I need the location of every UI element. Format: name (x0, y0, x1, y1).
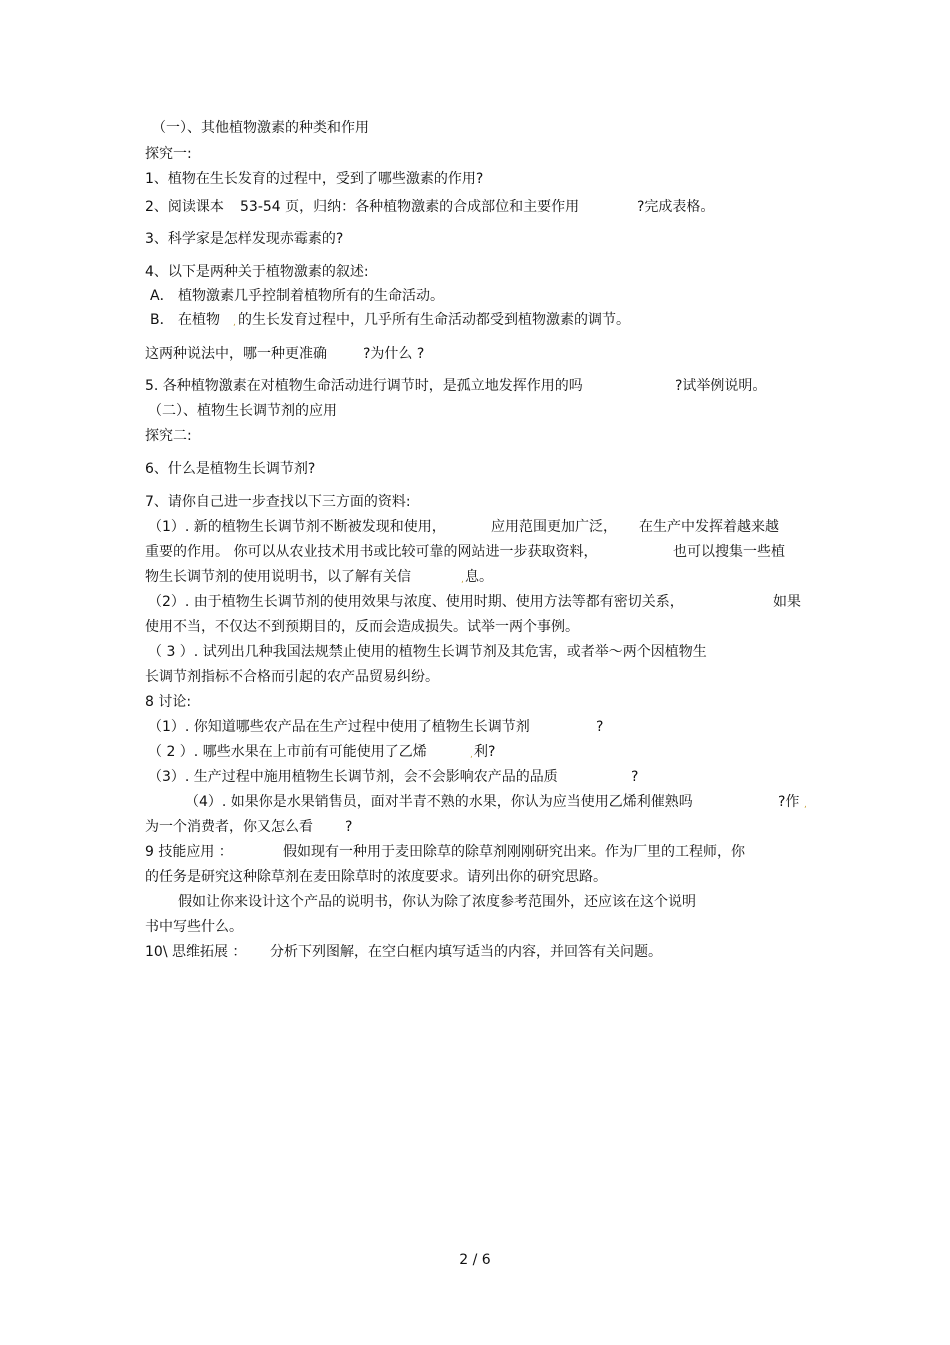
question-4-ask: 这两种说法中，哪一种更准确 ?为什么 ? (145, 346, 425, 362)
q8-item-3: （3）. 生产过程中施用植物生长调节剂，会不会影响农产品的品质 ? (148, 769, 639, 785)
section-heading-1: （一）、其他植物激素的种类和作用 (152, 120, 369, 136)
question-9-line-2: 的任务是研究这种除草剂在麦田除草时的浓度要求。请列出你的研究思路。 (145, 869, 607, 885)
section-heading-2: （二）、植物生长调节剂的应用 (148, 403, 337, 419)
question-9-line-3: 假如让你来设计这个产品的说明书，你认为除了浓度参考范围外，还应该在这个说明 (178, 894, 696, 910)
explore-heading-2: 探究二: (145, 428, 192, 444)
q7-item-1-line-3: 物生长调节剂的使用说明书，以了解有关信 , 息。 (145, 569, 493, 585)
question-1: 1、植物在生长发育的过程中，受到了哪些激素的作用? (145, 171, 484, 187)
q7-item-1-line-2: 重要的作用。 你可以从农业技术用书或比较可靠的网站进一步获取资料， 也可以搜集一些植 (145, 544, 785, 560)
question-6: 6、什么是植物生长调节剂? (145, 461, 316, 477)
q7-item-3-line-2: 长调节剂指标不合格而引起的农产品贸易纠纷。 (145, 669, 439, 685)
question-10: 10\ 思维拓展 ： 分析下列图解，在空白框内填写适当的内容，并回答有关问题。 (145, 944, 662, 960)
q8-item-4-line-1: （4）. 如果你是水果销售员，面对半青不熟的水果，你认为应当使用乙烯利催熟吗 ?作 , (185, 794, 807, 810)
question-3: 3、科学家是怎样发现赤霉素的? (145, 231, 344, 247)
question-2: 2、阅读课本 53-54 页，归纳：各种植物激素的合成部位和主要作用 ?完成表格。 (145, 199, 715, 215)
q7-item-2-line-1: （2）. 由于植物生长调节剂的使用效果与浓度、使用时期、使用方法等都有密切关系， 如果 (148, 594, 801, 610)
q7-item-3-line-1: （ 3 ）. 试列出几种我国法规禁止使用的植物生长调节剂及其危害，或者举～两个因植物生 (148, 644, 707, 660)
option-a: A． 植物激素几乎控制着植物所有的生命活动。 (150, 288, 445, 304)
q7-item-2-line-2: 使用不当，不仅达不到预期目的，反而会造成损失。试举一两个事例。 (145, 619, 579, 635)
option-b: B． 在植物 , 的生长发育过程中，几乎所有生命活动都受到植物激素的调节。 (150, 312, 630, 328)
question-9-line-4: 书中写些什么。 (145, 919, 243, 935)
q8-item-2: （ 2 ）. 哪些水果在上市前有可能使用了乙烯 , 利? (148, 744, 496, 760)
q7-item-1-line-1: （1）. 新的植物生长调节剂不断被发现和使用， 应用范围更加广泛， 在生产中发挥着越来越 (148, 519, 779, 535)
question-4: 4、以下是两种关于植物激素的叙述: (145, 264, 369, 280)
question-8: 8 讨论: (145, 694, 192, 710)
question-9-line-1: 9 技能应用 ： 假如现有一种用于麦田除草的除草剂刚刚研究出来。作为厂里的工程师，你 (145, 844, 745, 860)
question-5: 5. 各种植物激素在对植物生命活动进行调节时，是孤立地发挥作用的吗 ?试举例说明。 (145, 378, 767, 394)
question-7: 7、请你自己进一步查找以下三方面的资料: (145, 494, 411, 510)
page-number: 2 / 6 (459, 1252, 491, 1268)
q8-item-1: （1）. 你知道哪些农产品在生产过程中使用了植物生长调节剂 ? (148, 719, 604, 735)
q8-item-4-line-2: 为一个消费者，你又怎么看 ? (145, 819, 353, 835)
explore-heading-1: 探究一: (145, 146, 192, 162)
